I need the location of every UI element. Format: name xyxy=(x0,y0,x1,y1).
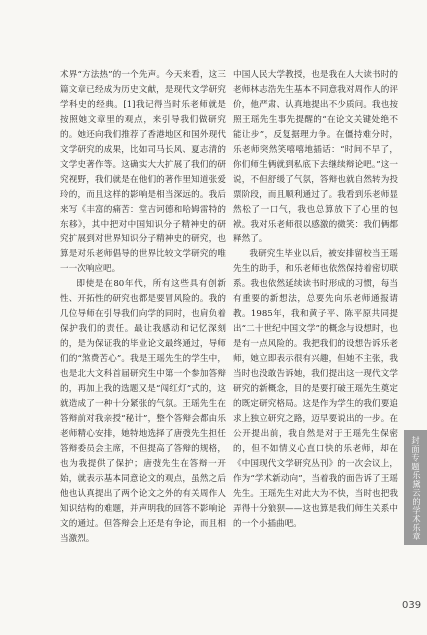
paragraph: 中国人民大学教授，也是我在人大读书时的老师林志浩先生基本不同意我对周作人的评价，他严肃、认真地提出不少质问。我也按照王瑶先生事先提醒的“在论文关键处绝不能让步”，反复据理力争。在僵持难分时，乐老师突然笑嘻嘻地插话：“时间不早了，你们师生俩就到私底下去继续辩论吧。”这一说，不但舒缓了气氛，答辩也就自然转为投票阶段，而且顺利通过了。我看到乐老师显然松了一口气，我也总算放下了心里的包袱。我对乐老师很以感激的微笑：我们俩都释然了。 xyxy=(233,70,398,245)
paragraph: 术界“方法热”的一个先声。今天来看，这三篇文章已经成为历史文献，是现代文学研究学科史的经典。[1]我记得当时乐老师就是按照她文章里的观点，来引导我们做研究的。她还向我们推荐了香港地区和国外现代文学研究的成果，比如司马长风、夏志清的文学史著作等。这确实大大扩展了我们的研究视野，我们就是在他们的著作里知道张爱玲的，而且这样的影响是相当深远的。我后来写《丰富的痛苦：堂吉诃德和哈姆雷特的东移》，其中把对中国知识分子精神史的研究扩展到对世界知识分子精神史的研究，也算是对乐老师倡导的世界比较文学研究的唯一一次响应吧。 xyxy=(60,70,226,275)
section-subtitle: 乐黛云的学术乐章 xyxy=(412,470,422,541)
section-side-tab-label xyxy=(404,432,427,544)
page-number: 039 xyxy=(402,600,422,611)
article-column-left xyxy=(60,68,226,547)
section-title: 封面专题 xyxy=(411,435,421,471)
paragraph: 我研究生毕业以后，被安排留校当王瑶先生的助手，和乐老师也依然保持着密切联系。我也依然延续读书时形成的习惯，每当有重要的新想法，总要先向乐老师通报请教。1985年，我和黄子平、陈平原共同提出“二十世纪中国文学”的概念与设想时，也是有一点风险的。我把我们的设想告诉乐老师，她立即表示很有兴趣，但她不主张，我当时也没敢告诉她，我们提出这一现代文学研究的新概念，目的是要打破王瑶先生奠定的既定研究格局。这是作为学生的我们要追求上独立研究之路，迈早要说出的一步。在公开提出前，我自然是对于王瑶先生保密的，但不如情义心直口快的乐老师，却在《中国现代文学研究丛刊》的一次会议上，作为“学术新动向”，当着我的面告诉了王瑶先生。王瑶先生对此大为不快，当时也把我弄得十分狼狈——这也算是我们师生关系中的一个小插曲吧。 xyxy=(233,249,398,529)
article-column-right xyxy=(233,68,398,532)
paragraph: 即使是在80年代，所有这些具有创新性、开拓性的研究也都是要冒风险的。我的几位导师在引导我们向学的同时，也肩负着保护我们的责任。最让我感动和记忆深刻的，是为保证我的毕业论文最终通过，导师们的“煞费苦心”。我是王瑶先生的学生中，也是北大文科首届研究生中第一个参加答辩的，再加上我的选题又是“闯红灯”式的，这就造成了一种十分紧张的气氛。王瑶先生在答辩前对我亲授“秘计”，整个答辩会都由乐老师精心安排，她特地选择了唐弢先生担任答辩委员会主席，不但提高了答辩的规格，也为我提供了保护；唐弢先生在答辩一开始，就表示基本同意论文的观点，虽然之后他也认真提出了两个论文之外的有关周作人知识结构的难题，并声明我的回答不影响论文的通过。但答辩会上还是有争论，而且相当激烈。 xyxy=(60,279,226,544)
